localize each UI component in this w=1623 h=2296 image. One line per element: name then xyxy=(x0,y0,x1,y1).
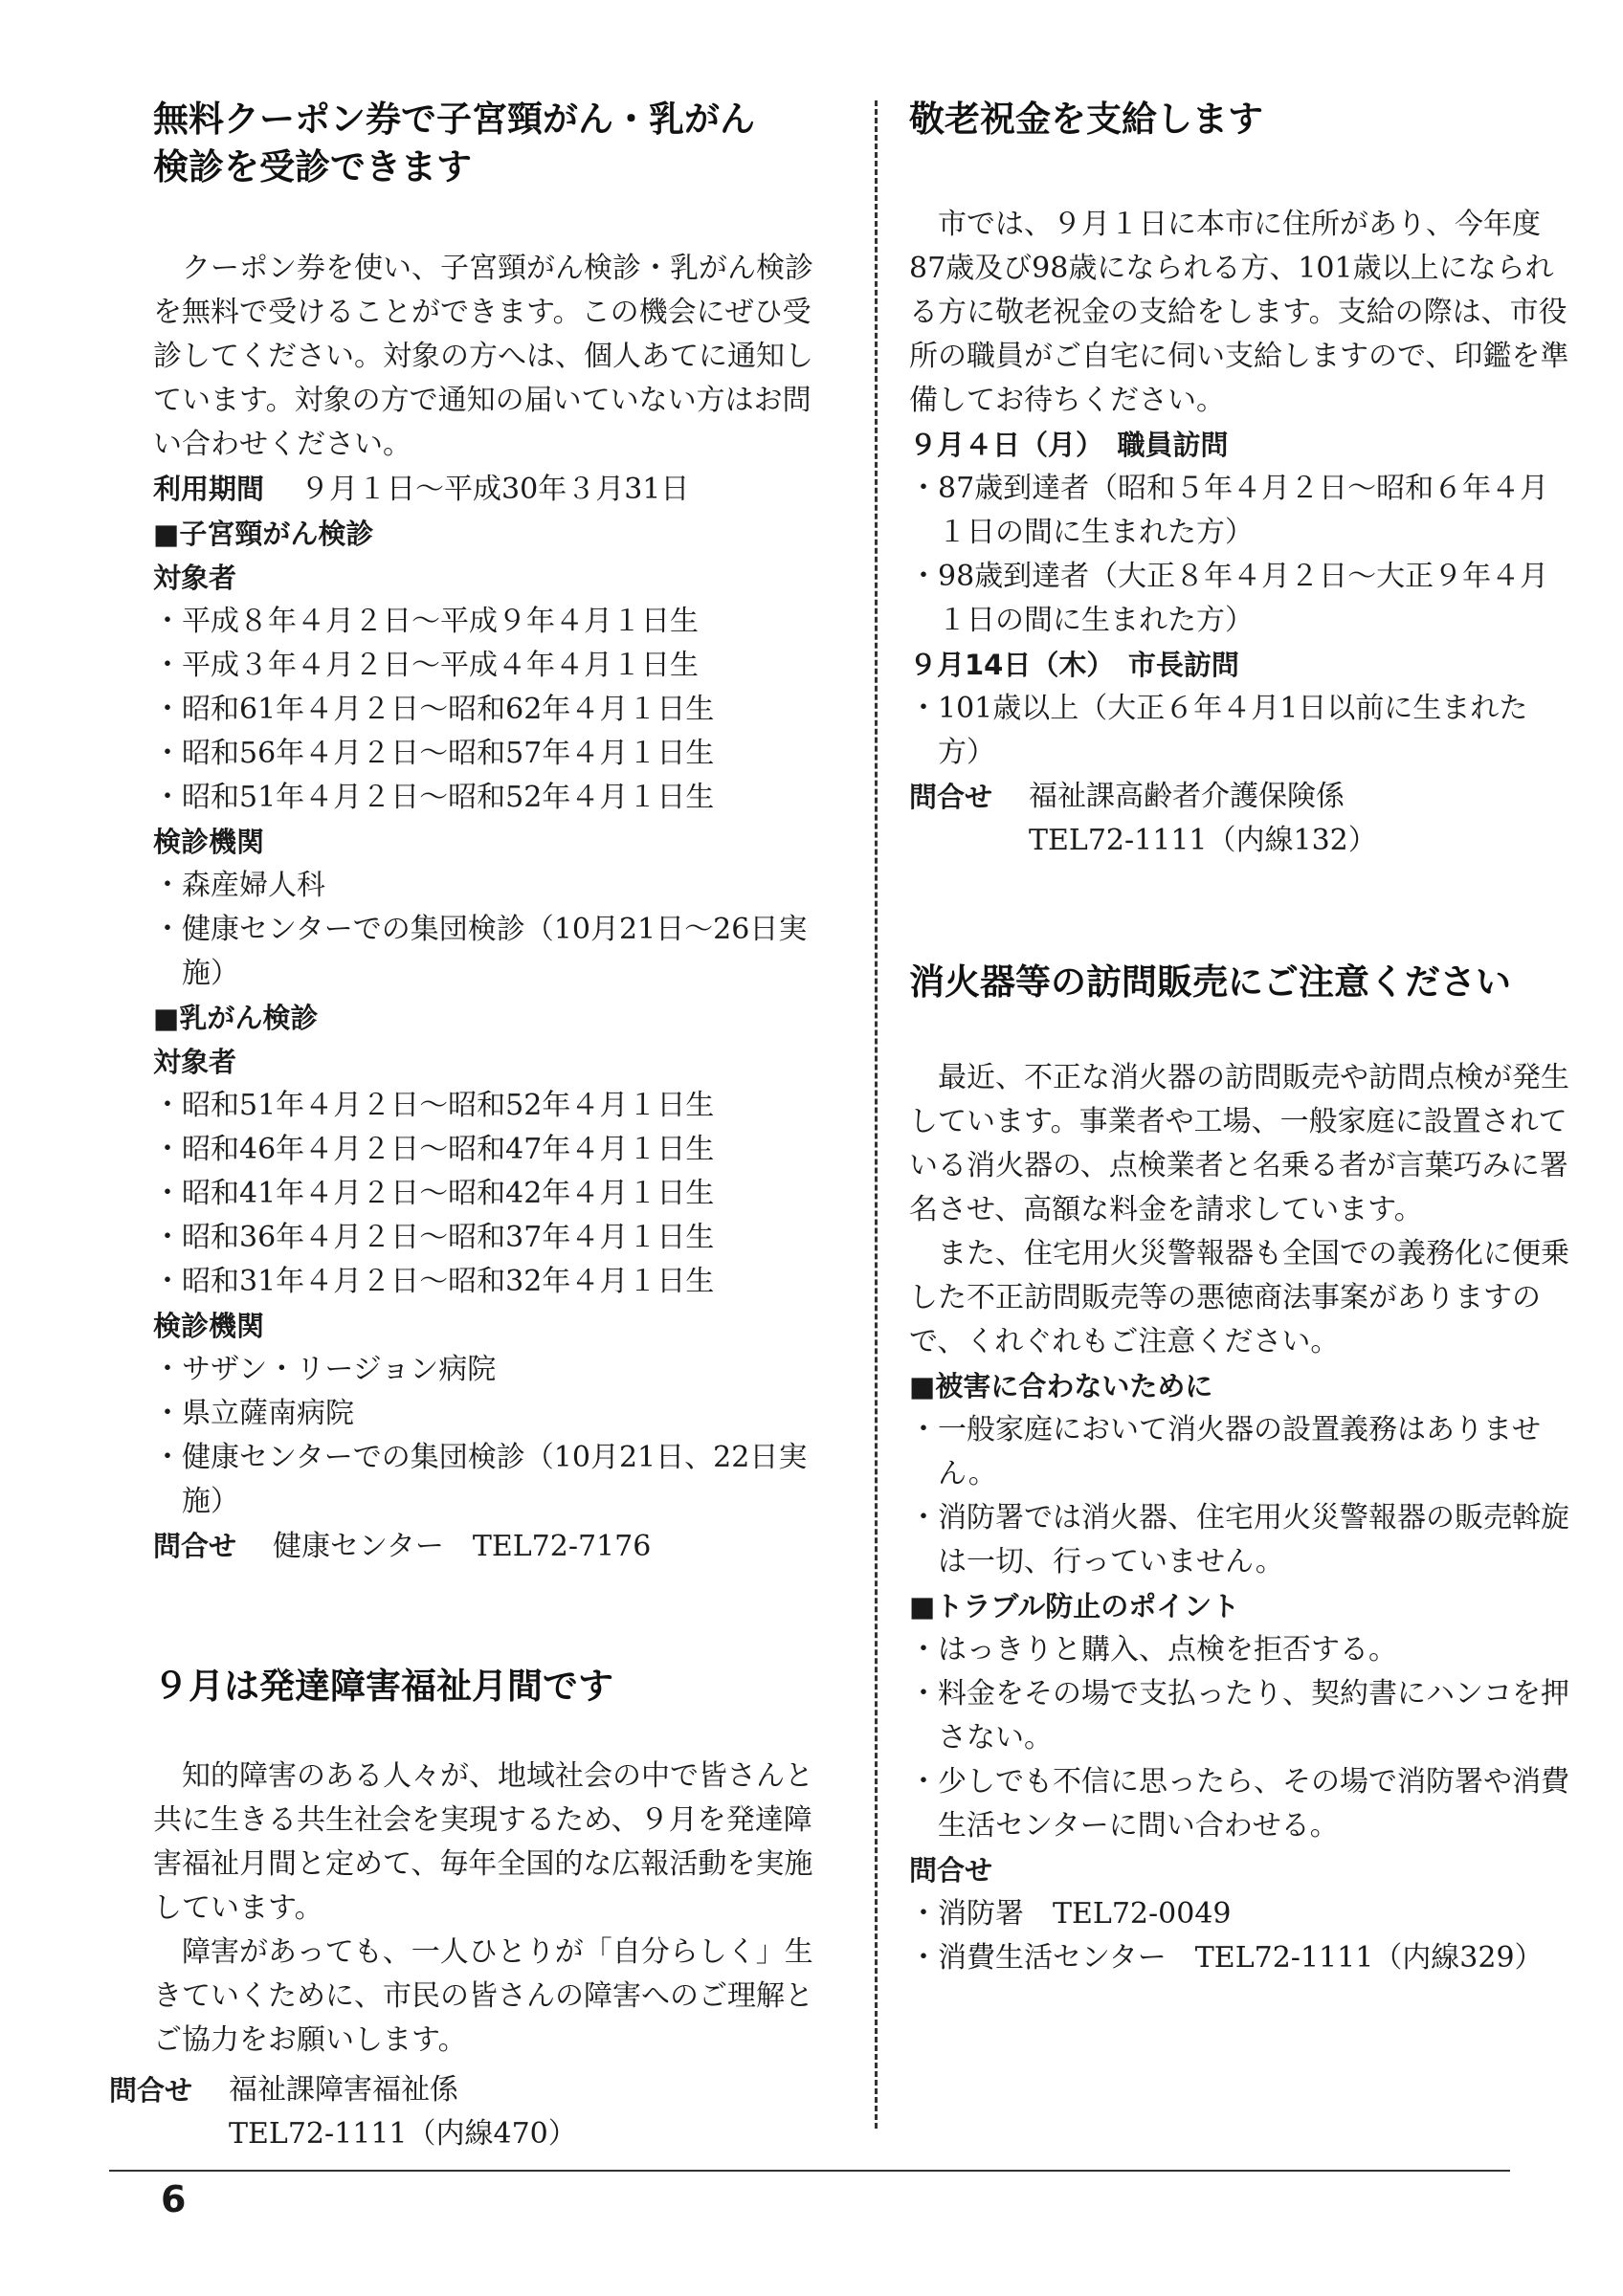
month-para2: 障害があっても、一人ひとりが「自分らしく」生きていくために、市民の皆さんの障害へのご理解とご協力をお願いします。 xyxy=(153,1935,813,2057)
article-fire xyxy=(909,959,1569,1980)
breast-target-label: 対象者 xyxy=(153,1046,237,1078)
left-column xyxy=(153,96,823,2063)
month-contact-label: 問合せ xyxy=(109,2074,193,2107)
breast-target-list xyxy=(153,1084,823,1304)
breast-institution-list xyxy=(153,1348,823,1524)
fire-points-heading: ■トラブル防止のポイント xyxy=(909,1590,1240,1623)
coupon-body: クーポン券を使い、子宮頸がん検診・乳がん検診を無料で受けることができます。この機会にぜひ受診してください。対象の方へは、個人あてに通知しています。対象の方で通知の届いていない方はお問い合わせください。 xyxy=(153,252,813,461)
list-item: ・昭和61年４月２日～昭和62年４月１日生 xyxy=(153,693,715,726)
cervical-heading: ■子宮頸がん検診 xyxy=(153,518,374,550)
article-coupon xyxy=(153,96,823,1569)
list-item: ・昭和36年４月２日～昭和37年４月１日生 xyxy=(153,1221,715,1254)
cervical-institution-list xyxy=(153,864,823,996)
fire-title: 消火器等の訪問販売にご注意ください xyxy=(909,961,1511,1003)
cervical-target-list xyxy=(153,600,823,820)
breast-heading: ■乳がん検診 xyxy=(153,1002,319,1034)
list-item: ・昭和46年４月２日～昭和47年４月１日生 xyxy=(153,1133,715,1166)
coupon-contact-label: 問合せ xyxy=(153,1530,237,1562)
coupon-title-line2: 検診を受診できます xyxy=(153,146,472,188)
keiro-contact-lines xyxy=(1029,775,1377,863)
fire-prevent-list xyxy=(909,1408,1569,1584)
month-contact-line1: 福祉課障害福祉係 xyxy=(229,2073,459,2107)
list-item: ・少しでも不信に思ったら、その場で消防署や消費生活センターに問い合わせる。 xyxy=(909,1765,1569,1843)
right-column xyxy=(909,96,1569,1980)
coupon-contact-value: 健康センター TEL72-7176 xyxy=(273,1530,652,1563)
article-keiro xyxy=(909,96,1569,863)
month-contact xyxy=(109,2068,779,2156)
list-item: ・平成８年４月２日～平成９年４月１日生 xyxy=(153,605,699,638)
list-item: ・昭和56年４月２日～昭和57年４月１日生 xyxy=(153,737,715,770)
keiro-title: 敬老祝金を支給します xyxy=(909,99,1263,140)
month-contact-line2: TEL72-1111（内線470） xyxy=(229,2117,577,2151)
list-item: ・健康センターでの集団検診（10月21日～26日実施） xyxy=(153,913,808,990)
keiro-visit2-list xyxy=(909,687,1569,775)
list-item: ・101歳以上（大正６年４月1日以前に生まれた方） xyxy=(909,692,1528,769)
list-item: ・健康センターでの集団検診（10月21日、22日実施） xyxy=(153,1441,808,1518)
list-item: ・98歳到達者（大正８年４月２日～大正９年４月１日の間に生まれた方） xyxy=(909,560,1549,637)
list-item: ・はっきりと購入、点検を拒否する。 xyxy=(909,1633,1397,1667)
month-para1: 知的障害のある人々が、地域社会の中で皆さんと共に生きる共生社会を実現するため、９月を発達障害福祉月間と定めて、毎年全国的な広報活動を実施しています。 xyxy=(153,1759,813,1925)
list-item: ・消防署 TEL72-0049 xyxy=(909,1897,1232,1931)
list-item: ・一般家庭において消火器の設置義務はありません。 xyxy=(909,1413,1541,1490)
month-contact-lines xyxy=(229,2068,577,2156)
coupon-period xyxy=(153,467,823,512)
coupon-period-value: ９月１日～平成30年３月31日 xyxy=(300,473,690,506)
list-item: ・昭和51年４月２日～昭和52年４月１日生 xyxy=(153,1089,715,1122)
list-item: ・昭和51年４月２日～昭和52年４月１日生 xyxy=(153,781,715,814)
list-item: ・昭和31年４月２日～昭和32年４月１日生 xyxy=(153,1265,715,1298)
coupon-period-label: 利用期間 xyxy=(153,473,265,505)
cervical-institution-label: 検診機関 xyxy=(153,826,265,858)
fire-prevent-heading: ■被害に合わないために xyxy=(909,1370,1213,1402)
list-item: ・平成３年４月２日～平成４年４月１日生 xyxy=(153,649,699,682)
fire-para1: 最近、不正な消火器の訪問販売や訪問点検が発生しています。事業者や工場、一般家庭に設置されている消火器の、点検業者と名乗る者が言葉巧みに署名させ、高額な料金を請求しています。 xyxy=(909,1061,1569,1226)
list-item: ・消費生活センター TEL72-1111（内線329） xyxy=(909,1941,1544,1975)
fire-contact-label: 問合せ xyxy=(909,1854,993,1887)
list-item: ・消防署では消火器、住宅用火災警報器の販売斡旋は一切、行っていません。 xyxy=(909,1501,1569,1578)
fire-points-list xyxy=(909,1628,1569,1848)
fire-contact-list xyxy=(909,1892,1569,1980)
list-item: ・87歳到達者（昭和５年４月２日～昭和６年４月１日の間に生まれた方） xyxy=(909,472,1549,549)
keiro-contact-label: 問合せ xyxy=(909,781,993,813)
list-item: ・サザン・リージョン病院 xyxy=(153,1353,497,1386)
list-item: ・料金をその場で支払ったり、契約書にハンコを押さない。 xyxy=(909,1677,1569,1755)
keiro-contact xyxy=(909,775,1569,863)
keiro-visit1-label: ９月４日（月） 職員訪問 xyxy=(909,429,1229,461)
breast-institution-label: 検診機関 xyxy=(153,1310,265,1342)
coupon-title xyxy=(153,96,823,191)
keiro-body: 市では、９月１日に本市に住所があり、今年度87歳及び98歳になられる方、101歳以上になられる方に敬老祝金の支給をします。支給の際は、市役所の職員がご自宅に伺い支給しますので、印鑑を準備してお待ちください。 xyxy=(909,208,1569,417)
column-divider xyxy=(875,100,878,2129)
coupon-title-line1: 無料クーポン券で子宮頸がん・乳がん xyxy=(153,99,755,140)
list-item: ・昭和41年４月２日～昭和42年４月１日生 xyxy=(153,1177,715,1210)
cervical-target-label: 対象者 xyxy=(153,562,237,594)
keiro-contact-line2: TEL72-1111（内線132） xyxy=(1029,824,1377,857)
keiro-contact-line1: 福祉課高齢者介護保険係 xyxy=(1029,780,1345,813)
article-month xyxy=(153,1663,823,2063)
coupon-contact xyxy=(153,1524,823,1569)
month-title: ９月は発達障害福祉月間です xyxy=(153,1666,613,1707)
list-item: ・県立薩南病院 xyxy=(153,1397,354,1430)
list-item: ・森産婦人科 xyxy=(153,869,325,902)
fire-para2: また、住宅用火災警報器も全国での義務化に便乗した不正訪問販売等の悪徳商法事案がありますので、くれぐれもご注意ください。 xyxy=(909,1237,1569,1358)
page-number: 6 xyxy=(161,2178,187,2220)
keiro-visit2-label: ９月14日（木） 市長訪問 xyxy=(909,649,1239,681)
keiro-visit1-list xyxy=(909,467,1569,643)
footer-rule xyxy=(109,2170,1510,2172)
